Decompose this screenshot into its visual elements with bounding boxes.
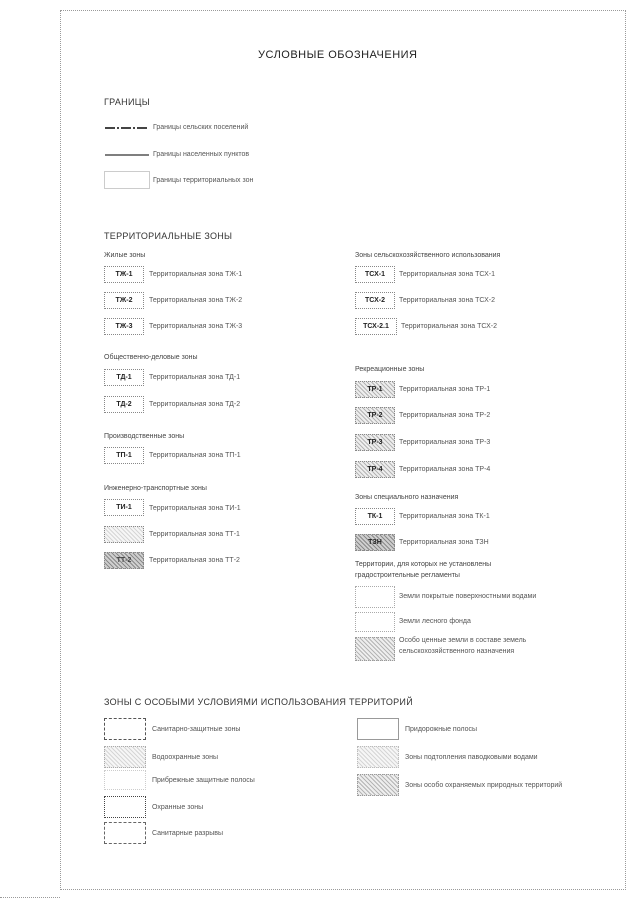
zone-code-box: ТК-1 [355, 508, 395, 525]
zone-label: Территориальная зона ТСХ-2 [399, 297, 495, 304]
public-zones-title: Общественно-деловые зоны [104, 354, 198, 361]
industrial-zones-title: Производственные зоны [104, 433, 185, 440]
zone-label: сельскохозяйственного назначения [399, 648, 515, 655]
rural-settlement-border-symbol [104, 122, 150, 134]
water-protection-zone-symbol [104, 746, 146, 768]
zone-label: Территориальная зона ТР-1 [399, 386, 491, 393]
special-zones-title: Зоны специального назначения [355, 494, 459, 501]
zone-label: Территориальная зона ТЗН [399, 539, 489, 546]
forest-lands-symbol [355, 612, 395, 632]
zone-code-box: ТР-1 [355, 381, 395, 398]
zone-code-box: ТП-1 [104, 447, 144, 464]
zone-label: Территориальная зона ТР-4 [399, 466, 491, 473]
zone-label: Территориальная зона ТК-1 [399, 513, 490, 520]
zone-label: Территориальная зона ТР-3 [399, 439, 491, 446]
settlement-border-symbol [104, 149, 150, 161]
restricted-label: Прибрежные защитные полосы [152, 777, 255, 784]
territorial-zone-border-symbol [104, 171, 150, 189]
border-label: Границы населенных пунктов [153, 151, 250, 158]
zone-label: Территориальная зона ТЖ-2 [149, 297, 243, 304]
borders-heading: ГРАНИЦЫ [104, 97, 150, 107]
zone-label: Территориальная зона ТСХ-1 [399, 271, 495, 278]
zone-code-box: ТР-4 [355, 461, 395, 478]
legend-title: УСЛОВНЫЕ ОБОЗНАЧЕНИЯ [258, 49, 418, 61]
zone-label: Территориальная зона ТСХ-2 [401, 323, 497, 330]
restricted-label: Водоохранные зоны [152, 754, 219, 761]
zone-code-box: ТИ-1 [104, 499, 144, 516]
no-regulation-title-line1: Территории, для которых не установлены [355, 561, 492, 568]
zone-label: Территориальная зона ТР-2 [399, 412, 491, 419]
protected-zone-symbol [104, 796, 146, 818]
zone-code-box: ТСХ-2 [355, 292, 395, 309]
water-lands-symbol [355, 586, 395, 608]
zone-label: Территориальная зона ТД-1 [149, 374, 241, 381]
zone-label: Земли покрытые поверхностными водами [399, 593, 537, 600]
restricted-zones-heading: ЗОНЫ С ОСОБЫМИ УСЛОВИЯМИ ИСПОЛЬЗОВАНИЯ ТЕРРИТОРИЙ [104, 697, 413, 707]
restricted-label: Зоны подтопления паводковыми водами [405, 754, 538, 761]
restricted-label: Санитарно-защитные зоны [152, 726, 241, 733]
recreational-zones-title: Рекреационные зоны [355, 366, 425, 373]
restricted-label: Придорожные полосы [405, 726, 478, 733]
zones-heading: ТЕРРИТОРИАЛЬНЫЕ ЗОНЫ [104, 231, 233, 241]
border-label: Границы территориальных зон [153, 177, 254, 184]
zone-code-box: ТЖ-1 [104, 266, 144, 283]
valuable-agricultural-lands-symbol [355, 637, 395, 661]
transport-zones-title: Инженерно-транспортные зоны [104, 485, 207, 492]
zone-code-box: ТСХ-2.1 [355, 318, 397, 335]
zone-label: Территориальная зона ТТ-2 [149, 557, 240, 564]
agricultural-zones-title: Зоны сельскохозяйственного использования [355, 252, 501, 259]
zone-label: Территориальная зона ТП-1 [149, 452, 241, 459]
zone-label: Территориальная зона ТЖ-3 [149, 323, 243, 330]
zone-label: Территориальная зона ТТ-1 [149, 531, 240, 538]
zone-code-box: ТЖ-2 [104, 292, 144, 309]
restricted-label: Зоны особо охраняемых природных территорий [405, 782, 563, 789]
zone-code-box: ТЗН [355, 534, 395, 551]
zone-label: Земли лесного фонда [399, 618, 471, 625]
zone-code-box: ТР-2 [355, 407, 395, 424]
residential-zones-title: Жилые зоны [104, 252, 146, 259]
zone-code-box: ТСХ-1 [355, 266, 395, 283]
zone-code-box: ТР-3 [355, 434, 395, 451]
zone-label: Территориальная зона ТД-2 [149, 401, 241, 408]
zone-code-box: ТТ-2 [104, 552, 144, 569]
zone-label: Особо ценные земли в составе земель [399, 637, 527, 644]
no-regulation-title-line2: градостроительные регламенты [355, 572, 460, 579]
restricted-label: Санитарные разрывы [152, 830, 224, 837]
zone-code-box: ТД-1 [104, 369, 144, 386]
border-label: Границы сельских поселений [153, 124, 249, 131]
zone-code-box [104, 526, 144, 543]
protected-natural-area-symbol [357, 774, 399, 796]
zone-code-box: ТЖ-3 [104, 318, 144, 335]
restricted-label: Охранные зоны [152, 804, 204, 811]
sanitary-gap-symbol [104, 822, 146, 844]
roadside-strip-symbol [357, 718, 399, 740]
sanitary-protection-zone-symbol [104, 718, 146, 740]
zone-label: Территориальная зона ТИ-1 [149, 505, 241, 512]
flood-zone-symbol [357, 746, 399, 768]
coastal-protection-strip-symbol [104, 770, 146, 790]
zone-label: Территориальная зона ТЖ-1 [149, 271, 243, 278]
zone-code-box: ТД-2 [104, 396, 144, 413]
sheet-corner-mark [0, 897, 60, 898]
